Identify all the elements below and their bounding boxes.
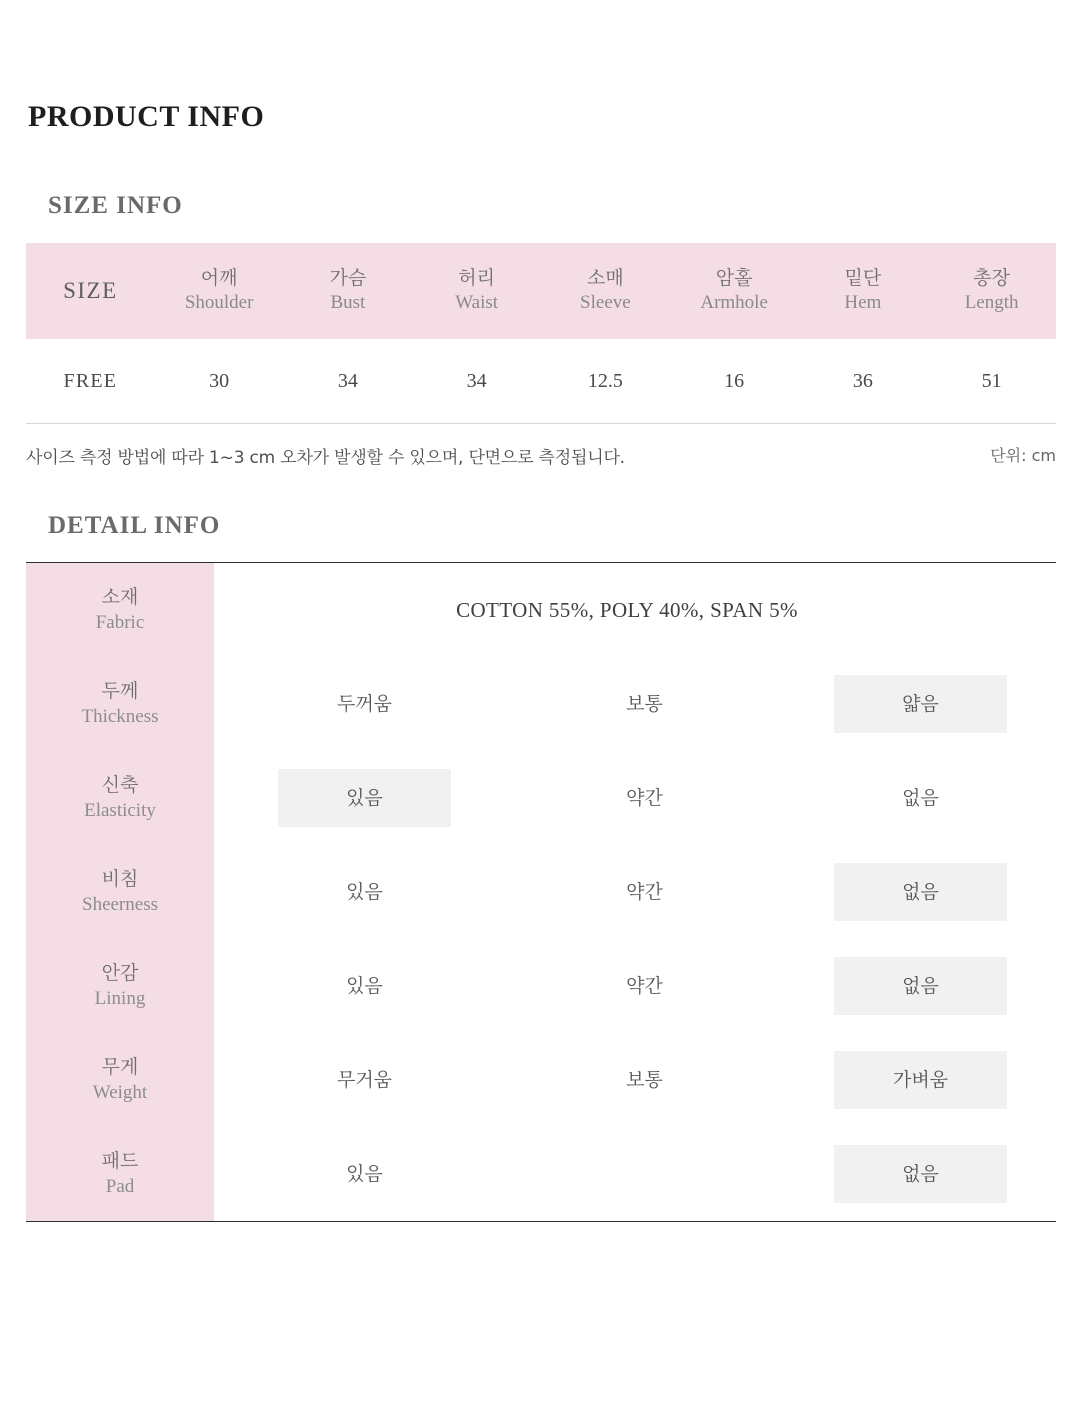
option-lining-2[interactable]: 없음: [834, 957, 1007, 1015]
table-row: [26, 563, 1056, 658]
table-row: [26, 657, 1056, 751]
size-value-length: 51: [927, 339, 1056, 424]
detail-label-pad: 패드 Pad: [26, 1127, 214, 1222]
detail-label-lining: 안감 Lining: [26, 939, 214, 1033]
table-row: [26, 939, 1056, 1033]
option-elasticity-2[interactable]: 없음: [902, 787, 939, 809]
size-value-hem: 36: [799, 339, 928, 424]
size-measure-note: 사이즈 측정 방법에 따라 1~3 cm 오차가 발생할 수 있으며, 단면으로 측정됩니다.: [26, 448, 625, 468]
table-row: [26, 1127, 1056, 1222]
option-lining-0[interactable]: 있음: [346, 975, 383, 997]
size-header-size: SIZE: [63, 278, 118, 303]
size-header-hem: 밑단 Hem: [844, 266, 882, 314]
detail-value-elasticity: [214, 751, 1056, 845]
size-unit-label: 단위: cm: [990, 446, 1056, 465]
table-row: [26, 339, 1056, 424]
option-sheerness-0[interactable]: 있음: [346, 881, 383, 903]
size-header-waist: 허리 Waist: [455, 266, 499, 314]
detail-value-fabric: [214, 563, 1056, 658]
option-lining-1[interactable]: 약간: [626, 975, 663, 997]
option-pad-2[interactable]: 없음: [834, 1145, 1007, 1203]
size-value-sleeve: 12.5: [541, 339, 670, 424]
option-thickness-2[interactable]: 얇음: [834, 675, 1007, 733]
table-row: [26, 1033, 1056, 1127]
detail-info-section: [26, 512, 1054, 1222]
size-value-waist: 34: [412, 339, 541, 424]
size-row-label: FREE: [26, 339, 155, 424]
size-header-shoulder: 어깨 Shoulder: [184, 266, 254, 314]
size-header-sleeve: 소매 Sleeve: [580, 266, 631, 314]
detail-label-elasticity: 신축 Elasticity: [26, 751, 214, 845]
detail-label-sheerness: 비침 Sheerness: [26, 845, 214, 939]
size-value-shoulder: 30: [155, 339, 284, 424]
size-header-length: 총장 Length: [964, 266, 1019, 314]
option-weight-2[interactable]: 가벼움: [834, 1051, 1007, 1109]
option-thickness-1[interactable]: 보통: [626, 693, 663, 715]
option-sheerness-2[interactable]: 없음: [834, 863, 1007, 921]
size-info-table: [26, 243, 1056, 424]
table-row: [26, 845, 1056, 939]
size-header-armhole: 암홀 Armhole: [700, 266, 768, 314]
fabric-composition: COTTON 55%, POLY 40%, SPAN 5%: [456, 598, 798, 622]
detail-info-table: [26, 562, 1056, 1222]
option-thickness-0[interactable]: 두꺼움: [336, 693, 393, 715]
detail-value-sheerness: [214, 845, 1056, 939]
option-elasticity-1[interactable]: 약간: [626, 787, 663, 809]
option-weight-1[interactable]: 보통: [626, 1069, 663, 1091]
option-sheerness-1[interactable]: 약간: [626, 881, 663, 903]
detail-label-weight: 무게 Weight: [26, 1033, 214, 1127]
option-elasticity-0[interactable]: 있음: [278, 769, 451, 827]
table-row: [26, 751, 1056, 845]
detail-value-pad: [214, 1127, 1056, 1222]
option-weight-0[interactable]: 무거움: [336, 1069, 393, 1091]
size-value-bust: 34: [284, 339, 413, 424]
option-pad-0[interactable]: 있음: [346, 1163, 383, 1185]
size-info-table-wrapper: [26, 243, 1054, 468]
size-header-bust: 가슴 Bust: [329, 266, 367, 314]
detail-value-weight: [214, 1033, 1056, 1127]
size-info-heading: SIZE INFO: [48, 192, 183, 219]
page-title: PRODUCT INFO: [28, 100, 265, 133]
detail-label-thickness: 두께 Thickness: [26, 657, 214, 751]
size-note-row: [26, 424, 1056, 468]
table-row: [26, 243, 1056, 339]
detail-value-thickness: [214, 657, 1056, 751]
detail-info-heading: DETAIL INFO: [48, 512, 221, 539]
size-table-header: [26, 243, 1056, 339]
detail-value-lining: [214, 939, 1056, 1033]
size-table-body: [26, 339, 1056, 424]
detail-label-fabric: 소재 Fabric: [26, 563, 214, 658]
size-value-armhole: 16: [670, 339, 799, 424]
option-pad-1: [558, 1145, 731, 1203]
